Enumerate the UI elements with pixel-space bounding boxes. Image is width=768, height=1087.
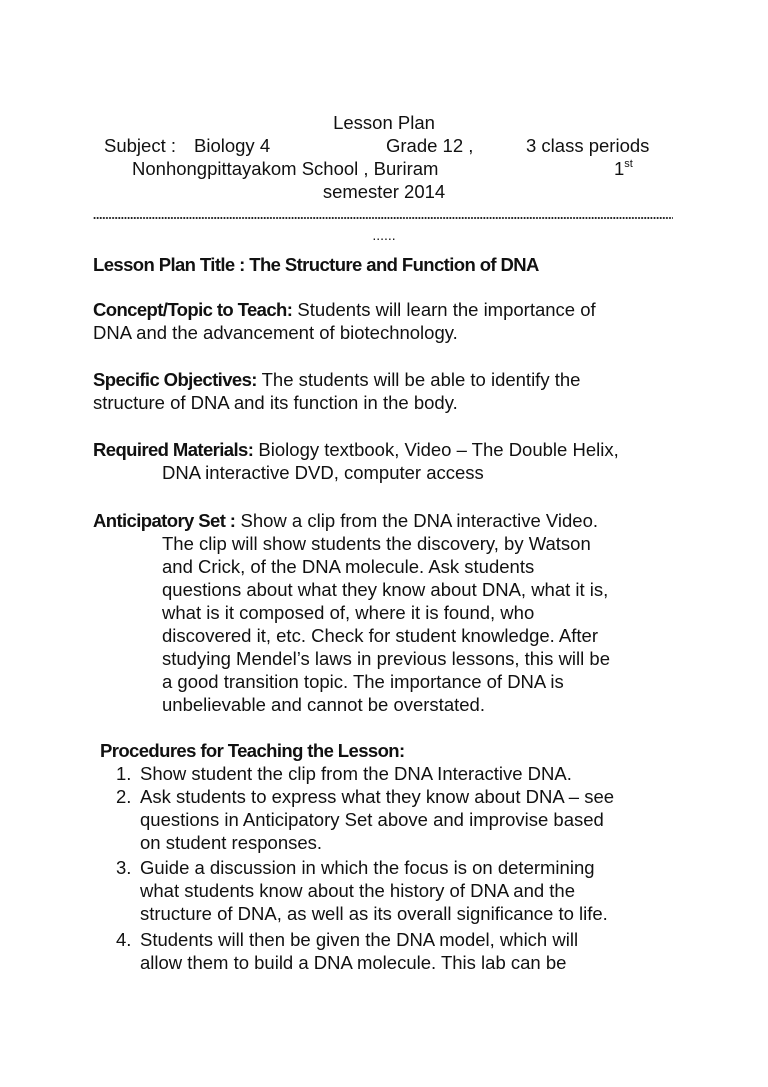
objectives-line-1	[93, 369, 580, 391]
anticipatory-line: The clip will show students the discovery, by Watson	[162, 533, 591, 554]
anticipatory-line: unbelievable and cannot be overstated.	[162, 694, 485, 715]
procedure-number: 4.	[116, 929, 132, 950]
semester-sup: st	[624, 158, 633, 170]
anticipatory-line-1	[93, 510, 598, 532]
procedure-text-cont: on student responses.	[140, 832, 323, 853]
procedure-item-1	[116, 763, 572, 785]
school-name: Nonhongpittayakom School , Buriram	[132, 158, 439, 179]
anticipatory-line: what is it composed of, where it is found, who	[162, 602, 535, 623]
procedure-number: 2.	[116, 786, 132, 807]
procedure-text: Show student the clip from the DNA Interactive DNA.	[140, 763, 572, 784]
semester-num: 1	[614, 158, 625, 179]
procedure-item-2	[116, 786, 614, 808]
objectives-text-1: The students will be able to identify the	[256, 369, 581, 390]
procedure-text: Students will then be given the DNA model, which will	[140, 929, 579, 950]
grade-text: Grade 12 ,	[386, 135, 474, 156]
procedures-heading: Procedures for Teaching the Lesson:	[100, 740, 405, 761]
procedure-item-4	[116, 929, 578, 951]
anticipatory-line: studying Mendel’s laws in previous lessons, this will be	[162, 648, 610, 669]
procedure-item-3	[116, 857, 595, 879]
class-periods: 3 class periods	[526, 135, 650, 156]
procedure-text: Guide a discussion in which the focus is on determining	[140, 857, 595, 878]
concept-line-1	[93, 299, 596, 321]
anticipatory-line: discovered it, etc. Check for student knowledge. After	[162, 625, 599, 646]
divider-tail: ......	[372, 227, 396, 243]
concept-label: Concept/Topic to Teach:	[93, 299, 293, 320]
procedure-text-cont: structure of DNA, as well as its overall significance to life.	[140, 903, 608, 924]
procedure-number: 1.	[116, 763, 132, 784]
anticipatory-label: Anticipatory Set :	[93, 510, 236, 531]
semester-year: semester 2014	[322, 181, 446, 202]
procedure-number: 3.	[116, 857, 132, 878]
materials-label: Required Materials:	[93, 439, 254, 460]
procedure-text: Ask students to express what they know about DNA – see	[140, 786, 615, 807]
objectives-line-2: structure of DNA and its function in the body.	[93, 392, 458, 413]
procedure-text-cont: allow them to build a DNA molecule. This lab can be	[140, 952, 567, 973]
materials-line-1	[93, 439, 619, 461]
lesson-plan-heading: Lesson Plan	[333, 112, 435, 133]
materials-text-1: Biology textbook, Video – The Double Helix,	[253, 439, 619, 460]
lesson-plan-title: Lesson Plan Title : The Structure and Function of DNA	[93, 254, 539, 275]
dotted-divider	[93, 216, 673, 220]
concept-text-1: Students will learn the importance of	[292, 299, 596, 320]
objectives-label: Specific Objectives:	[93, 369, 257, 390]
anticipatory-line: questions about what they know about DNA, what it is,	[162, 579, 609, 600]
materials-line-2: DNA interactive DVD, computer access	[162, 462, 484, 483]
subject-label: Subject :	[104, 135, 176, 156]
anticipatory-line: and Crick, of the DNA molecule. Ask students	[162, 556, 535, 577]
concept-line-2: DNA and the advancement of biotechnology.	[93, 322, 458, 343]
semester-number	[614, 158, 633, 180]
anticipatory-text-1: Show a clip from the DNA interactive Video.	[235, 510, 598, 531]
subject-value: Biology 4	[194, 135, 271, 156]
anticipatory-line: a good transition topic. The importance of DNA is	[162, 671, 564, 692]
procedure-text-cont: what students know about the history of DNA and the	[140, 880, 576, 901]
procedure-text-cont: questions in Anticipatory Set above and improvise based	[140, 809, 604, 830]
